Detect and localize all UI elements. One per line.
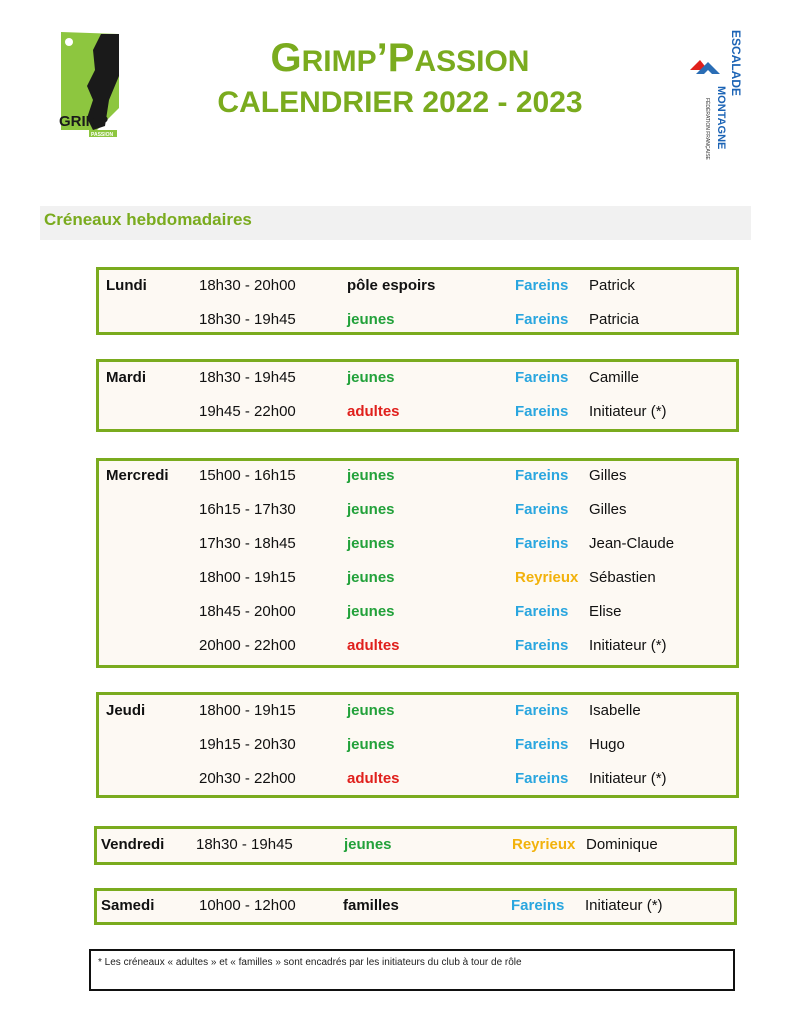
location-label: Fareins — [515, 535, 569, 552]
time-slot: 18h30 - 20h00 — [199, 277, 296, 294]
section-header — [40, 206, 751, 240]
location-label: Fareins — [515, 277, 569, 294]
location-label: Fareins — [515, 770, 569, 787]
schedule-row — [99, 276, 736, 310]
day-label: Mercredi — [106, 467, 169, 484]
schedule-row — [99, 534, 736, 568]
activity-label: jeunes — [347, 467, 395, 484]
schedule-row — [99, 701, 736, 735]
time-slot: 20h30 - 22h00 — [199, 770, 296, 787]
instructor-name: Patricia — [589, 311, 640, 328]
day-block-mercredi — [96, 458, 739, 668]
time-slot: 16h15 - 17h30 — [199, 501, 296, 518]
activity-label: adultes — [347, 403, 400, 420]
activity-label: jeunes — [347, 702, 395, 719]
location-label: Fareins — [515, 369, 569, 386]
schedule-row — [97, 835, 734, 869]
page-title: GRIMP’PASSION — [270, 36, 530, 80]
location-label: Fareins — [515, 467, 569, 484]
instructor-name: Sébastien — [589, 569, 656, 586]
activity-label: jeunes — [347, 736, 395, 753]
day-block-samedi — [94, 888, 737, 925]
day-label: Samedi — [101, 897, 155, 914]
logo-montagne: MONTAGNE — [715, 86, 727, 150]
schedule-row — [99, 402, 736, 436]
day-block-lundi — [96, 267, 739, 335]
grimp-passion-logo — [57, 30, 123, 142]
instructor-name: Jean-Claude — [589, 535, 675, 552]
time-slot: 10h00 - 12h00 — [199, 897, 296, 914]
instructor-name: Gilles — [589, 467, 627, 484]
location-label: Fareins — [515, 637, 569, 654]
location-label: Fareins — [515, 736, 569, 753]
schedule-row — [99, 310, 736, 344]
activity-label: pôle espoirs — [347, 277, 436, 294]
time-slot: 19h15 - 20h30 — [199, 736, 296, 753]
day-label: Lundi — [106, 277, 147, 294]
time-slot: 18h00 - 19h15 — [199, 702, 296, 719]
activity-label: jeunes — [347, 501, 395, 518]
activity-label: adultes — [347, 770, 400, 787]
page-subtitle: CALENDRIER 2022 - 2023 — [217, 86, 583, 119]
activity-label: jeunes — [347, 369, 395, 386]
time-slot: 19h45 - 22h00 — [199, 403, 296, 420]
time-slot: 15h00 - 16h15 — [199, 467, 296, 484]
time-slot: 17h30 - 18h45 — [199, 535, 296, 552]
instructor-name: Camille — [589, 369, 640, 386]
day-label: Jeudi — [106, 702, 146, 719]
time-slot: 18h30 - 19h45 — [199, 369, 296, 386]
instructor-name: Patrick — [589, 277, 635, 294]
activity-label: jeunes — [347, 603, 395, 620]
footnote-text: * Les créneaux « adultes » et « familles » sont encadrés par les initiateurs du club à tour de rôle — [98, 957, 522, 968]
time-slot: 18h30 - 19h45 — [199, 311, 296, 328]
activity-label: jeunes — [347, 311, 395, 328]
day-block-mardi — [96, 359, 739, 432]
day-block-vendredi — [94, 826, 737, 865]
schedule-row — [99, 769, 736, 803]
day-label: Vendredi — [101, 836, 165, 853]
location-label: Fareins — [511, 897, 565, 914]
instructor-name: Initiateur (*) — [589, 637, 667, 654]
instructor-name: Initiateur (*) — [585, 897, 663, 914]
footnote-box — [89, 949, 735, 991]
schedule-row — [99, 636, 736, 670]
location-label: Fareins — [515, 311, 569, 328]
time-slot: 18h45 - 20h00 — [199, 603, 296, 620]
day-block-jeudi — [96, 692, 739, 798]
schedule-row — [99, 568, 736, 602]
schedule-row — [99, 500, 736, 534]
instructor-name: Dominique — [586, 836, 658, 853]
instructor-name: Gilles — [589, 501, 627, 518]
schedule-row — [97, 896, 734, 930]
logo-federation: FÉDÉRATION FRANÇAISE — [704, 98, 710, 160]
ffme-logo — [686, 26, 743, 162]
activity-label: jeunes — [347, 569, 395, 586]
location-label: Reyrieux — [512, 836, 576, 853]
location-label: Fareins — [515, 702, 569, 719]
schedule-row — [99, 368, 736, 402]
activity-label: adultes — [347, 637, 400, 654]
activity-label: familles — [343, 897, 399, 914]
time-slot: 18h00 - 19h15 — [199, 569, 296, 586]
activity-label: jeunes — [347, 535, 395, 552]
logo-subtext: PASSION — [91, 132, 114, 138]
instructor-name: Initiateur (*) — [589, 770, 667, 787]
instructor-name: Isabelle — [589, 702, 641, 719]
time-slot: 18h30 - 19h45 — [196, 836, 293, 853]
location-label: Fareins — [515, 603, 569, 620]
location-label: Fareins — [515, 403, 569, 420]
logo-text: GRIMP — [59, 113, 109, 130]
schedule-row — [99, 466, 736, 500]
day-label: Mardi — [106, 369, 147, 386]
instructor-name: Hugo — [589, 736, 625, 753]
time-slot: 20h00 - 22h00 — [199, 637, 296, 654]
location-label: Reyrieux — [515, 569, 579, 586]
section-title: Créneaux hebdomadaires — [44, 210, 252, 229]
activity-label: jeunes — [344, 836, 392, 853]
schedule-row — [99, 602, 736, 636]
schedule-row — [99, 735, 736, 769]
location-label: Fareins — [515, 501, 569, 518]
instructor-name: Initiateur (*) — [589, 403, 667, 420]
instructor-name: Elise — [589, 603, 622, 620]
logo-escalade: ESCALADE — [729, 30, 743, 97]
